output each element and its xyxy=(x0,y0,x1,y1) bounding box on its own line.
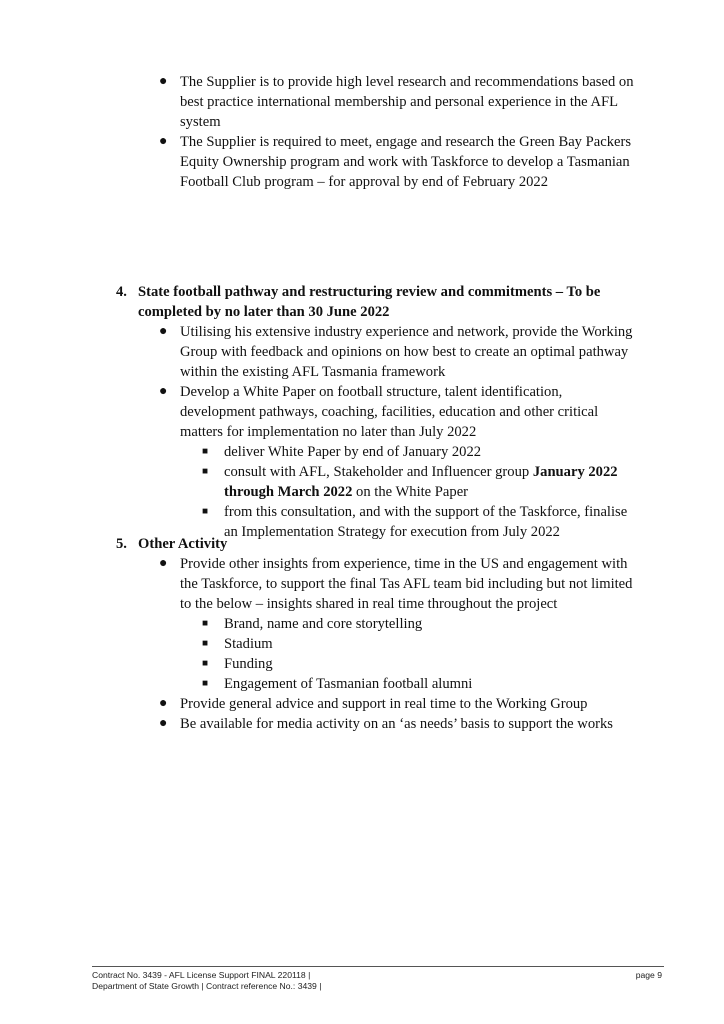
bullet-item: ● Be available for media activity on an ‘as needs’ basis to support the works xyxy=(159,716,613,732)
bullet-item: ● The Supplier is required to meet, engage and research the Green Bay Packers Equity Ownership program and work with Taskforce to develop a Tasmanian Football Club program – for approval by end of February 2022 xyxy=(159,134,632,190)
sub-bullet-item: ■ Engagement of Tasmanian football alumni xyxy=(202,676,473,692)
section-4 xyxy=(0,282,724,542)
bullet-dot-icon: ● xyxy=(159,716,168,731)
sub-bullet-item: ■ from this consultation, and with the support of the Taskforce, finalise an Implementation Strategy for execution from July 2022 xyxy=(202,504,628,540)
page-number: page 9 xyxy=(635,970,662,980)
footer-contract-info: Contract No. 3439 - AFL License Support FINAL 220118 | Department of State Growth | Contract reference No.: 3439 | xyxy=(92,970,322,991)
bullet-item: ● The Supplier is to provide high level research and recommendations based on best practice international membership and personal experience in the AFL system xyxy=(159,74,634,130)
bullet-square-icon: ■ xyxy=(202,658,209,669)
section-5 xyxy=(0,534,724,734)
bullet-dot-icon: ● xyxy=(159,74,168,89)
sub-bullet-item: ■ Funding xyxy=(202,656,273,672)
sub-bullet-item: ■ Brand, name and core storytelling xyxy=(202,616,423,632)
bullet-square-icon: ■ xyxy=(202,638,209,649)
footer-divider xyxy=(92,966,664,967)
bullet-item: ● Provide other insights from experience, time in the US and engagement with the Taskforce, to support the final Tas AFL team bid including but not limited to the below – insights shared in real time throughout the project xyxy=(159,556,633,612)
section-continued xyxy=(0,72,724,192)
section-5-heading: 5. Other Activity xyxy=(116,536,228,552)
bullet-dot-icon: ● xyxy=(159,134,168,149)
bullet-square-icon: ■ xyxy=(202,466,209,477)
bullet-dot-icon: ● xyxy=(159,556,168,571)
sub-bullet-item: ■ consult with AFL, Stakeholder and Influencer group January 2022 through March 2022 on the White Paper xyxy=(202,464,618,500)
bullet-dot-icon: ● xyxy=(159,384,168,399)
sub-bullet-item: ■ deliver White Paper by end of January 2022 xyxy=(202,444,482,460)
section-4-heading: 4. State football pathway and restructuring review and commitments – To be completed by no later than 30 June 2022 xyxy=(116,284,601,320)
bullet-item: ● Provide general advice and support in real time to the Working Group xyxy=(159,696,588,712)
bullet-item: ● Utilising his extensive industry experience and network, provide the Working Group with feedback and opinions on how best to create an optimal pathway within the existing AFL Tasmania framework xyxy=(159,324,633,380)
bullet-dot-icon: ● xyxy=(159,696,168,711)
bullet-square-icon: ■ xyxy=(202,678,209,689)
bullet-square-icon: ■ xyxy=(202,618,209,629)
sub-bullet-item: ■ Stadium xyxy=(202,636,273,652)
bullet-dot-icon: ● xyxy=(159,324,168,339)
bullet-item: ● Develop a White Paper on football structure, talent identification, development pathways, coaching, facilities, education and other critical matters for implementation no later than July 2022 xyxy=(159,384,599,440)
bullet-square-icon: ■ xyxy=(202,446,209,457)
bullet-square-icon: ■ xyxy=(202,506,209,517)
